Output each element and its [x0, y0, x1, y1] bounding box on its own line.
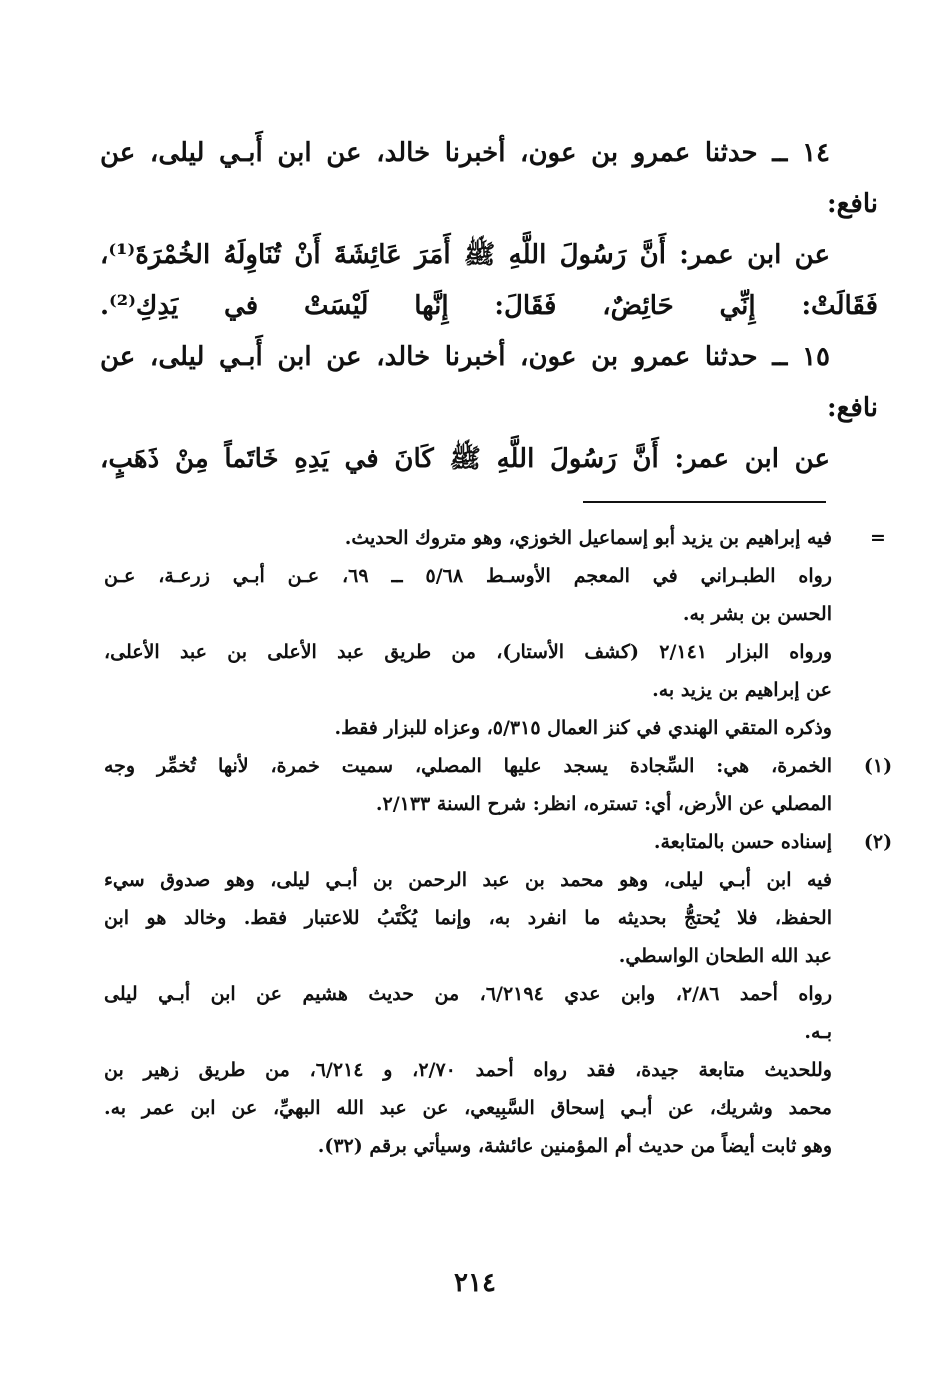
footnote-line: فيه ابن أبـي ليلى، وهو محمد بن عبد الرحمن بن أبـي ليلى، وهو صدوق سيء	[104, 869, 832, 891]
hadith-text	[100, 128, 878, 485]
footnote-line: الحفظ، فلا يُحتجُّ بحديثه ما انفرد به، وإنما يُكْتَبُ للاعتبار فقط. وخالد هو ابن	[104, 907, 832, 929]
hadith-15-line-2: نافع:	[826, 393, 878, 423]
footnote-line: رواه الطبـراني في المعجم الأوسـط ٥/٦٨ ــ ٦٩، عـن أبـي زرعـة، عـن	[104, 565, 832, 587]
footnote-line: محمد وشريك، عن أبـي إسحاق السَّبِيعي، عن عبد الله البهيِّ، عن ابن عمر به.	[104, 1097, 832, 1119]
footnote-line: عبد الله الطحان الواسطي.	[618, 945, 832, 967]
footnote-line: وذكره المتقي الهندي في كنز العمال ٥/٣١٥، وعزاه للبزار فقط.	[334, 717, 832, 739]
hadith-15-line-3: عن ابن عمر: أَنَّ رَسُولَ اللَّهِ ﷺ كَانَ في يَدِهِ خَاتَماً مِنْ ذَهَبٍ،	[100, 444, 830, 474]
hadith-14-line-2: نافع:	[826, 189, 878, 219]
hadith-14-line-4: فَقَالَتْ: إِنِّي حَائِضٌ، فَقَالَ: إِنَّها لَيْسَتْ في يَدِكِ⁽²⁾.	[100, 291, 878, 321]
footnote-2	[104, 823, 893, 1165]
footnote-line: فيه إبراهيم بن يزيد أبو إسماعيل الخوزي، وهو متروك الحديث.	[344, 527, 832, 549]
footnote-line: عن إبراهيم بن يزيد به.	[652, 679, 832, 701]
footnote-continuation	[104, 519, 886, 557]
continuation-marker: =	[870, 527, 886, 549]
footnote-separator	[583, 501, 826, 503]
footnote-1	[104, 747, 893, 823]
footnote-line: وللحديث متابعة جيدة، فقد رواه أحمد ٢/٧٠، و ٦/٢١٤، من طريق زهير بن	[104, 1059, 832, 1081]
footnote-2-marker: (٢)	[863, 831, 893, 853]
hadith-15-line-1: ١٥ ــ حدثنا عمرو بن عون، أخبرنا خالد، عن ابن أَبـي ليلى، عن	[100, 342, 830, 372]
footnotes	[104, 519, 893, 1165]
footnote-line: ورواه البزار ٢/١٤١ (كشف الأستار)، من طريق عبد الأعلى بن عبد الأعلى،	[104, 641, 832, 663]
footnote-line: بـه.	[804, 1021, 832, 1043]
hadith-14-line-1: ١٤ ــ حدثنا عمرو بن عون، أخبرنا خالد، عن ابن أَبـي ليلى، عن	[100, 138, 830, 168]
footnote-1-marker: (١)	[863, 755, 893, 777]
hadith-14-line-3: عن ابن عمر: أَنَّ رَسُولَ اللَّهِ ﷺ أَمَرَ عَائِشَةَ أَنْ تُنَاوِلَهُ الخُمْرَةَ⁽¹⁾،	[100, 240, 830, 270]
page-number: ٢١٤	[454, 1268, 496, 1298]
footnote-line: إسناده حسن بالمتابعة.	[653, 831, 832, 853]
footnote-line: وهو ثابت أيضاً من حديث أم المؤمنين عائشة، وسيأتي برقم (٣٢).	[317, 1135, 832, 1157]
footnote-line: رواه أحمد ٢/٨٦، وابن عدي ٦/٢١٩٤، من حديث هشيم عن ابن أبـي ليلى	[104, 983, 832, 1005]
footnote-line: المصلي عن الأرض، أي: تستره، انظر: شرح السنة ٢/١٣٣.	[375, 793, 832, 815]
footnote-line: الخمرة، هي: السِّجادة يسجد عليها المصلي، سميت خمرة، لأنها تُخمِّر وجه	[104, 755, 832, 777]
footnote-line: الحسن بن بشر به.	[682, 603, 832, 625]
